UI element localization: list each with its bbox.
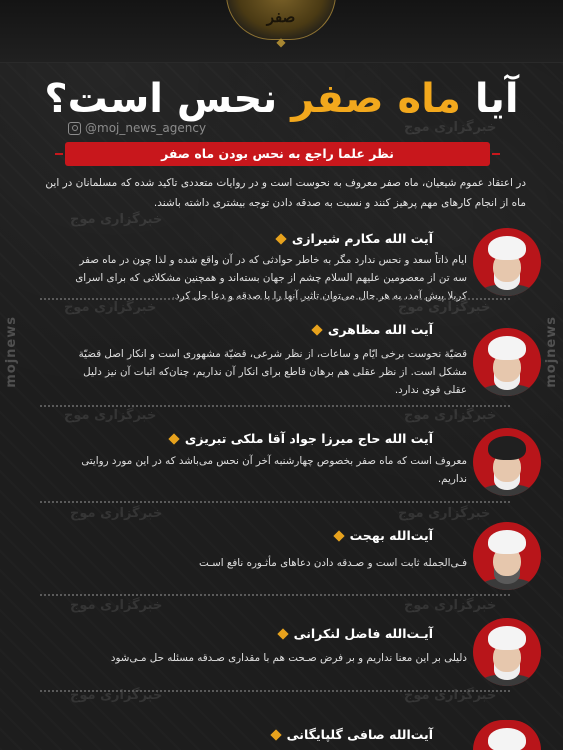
scholar-name-text: آیت‌الله بهجت: [349, 528, 433, 543]
scholar-name: [335, 528, 433, 543]
intro-paragraph: در اعتقاد عموم شیعیان، ماه صفر معروف به نحوست است و در روایات متعددی تاکید شده که مسلمانان در این ماه از انجام کارهای مهم پرهیز کنند و نسبت به صدقه دادن توجه بیشتری داشته باشند.: [45, 177, 526, 209]
watermark: خبرگزاری موج: [398, 300, 491, 315]
scholar-name: [279, 626, 433, 641]
watermark: خبرگزاری موج: [404, 408, 497, 423]
watermark: خبرگزاری موج: [70, 598, 163, 613]
top-banner: [0, 0, 563, 63]
watermark: خبرگزاری موج: [70, 688, 163, 703]
scholar-quote: معروف است که ماه صفر بخصوص چهارشنبه آخر آن نحس می‌باشد که در این مورد روایتی نداریم.: [81, 455, 467, 485]
title-part1: آیا: [474, 76, 519, 122]
diamond-bullet-icon: [275, 233, 286, 244]
side-watermark-right: mojnews: [544, 316, 559, 388]
diamond-bullet-icon: [270, 729, 281, 740]
social-handle: [68, 121, 206, 135]
scholar-portrait: [473, 522, 541, 590]
dotted-divider: [40, 690, 510, 692]
scholar-quote: فـی‌الجمله ثابت است و صـدقه دادن دعاهای مأثـوره نافع اسـت: [199, 557, 467, 569]
scholar-name: [277, 231, 433, 246]
scholar-portrait: [473, 428, 541, 496]
subtitle-banner: نظر علما راجع به نحس بودن ماه صفر: [65, 142, 490, 166]
side-watermark-left: mojnews: [4, 316, 19, 388]
scholar-portrait: [473, 328, 541, 396]
scholar-quote: دلیلی بر این معنا نداریم و بر فرض صـحت هم با مقداری صـدقه مسئله حل مـی‌شود: [110, 652, 467, 664]
watermark: خبرگزاری موج: [404, 598, 497, 613]
watermark: خبرگزاری موج: [70, 212, 163, 227]
diamond-bullet-icon: [277, 628, 288, 639]
calligraphy-text: صفر: [266, 8, 296, 26]
scholar-name: [272, 727, 433, 742]
scholar-name: [313, 322, 433, 337]
dotted-divider: [40, 594, 510, 596]
watermark: خبرگزاری موج: [404, 688, 497, 703]
scholar-name-text: آیت الله مظاهری: [327, 322, 433, 337]
scholar-quote: قضیّة نحوست برخی ایّام و ساعات، از نظر شرعی، قضیّة مشهوری است و انکار اصل قضیّة مشکل است. از نظر عقلی هم برهان قاطع برای انکار آن نداریم، چنان‌که اثبات آن نیز دلیل عقلی قوی ندارد.: [78, 348, 467, 396]
diamond-bullet-icon: [333, 530, 344, 541]
diamond-bullet-icon: [311, 324, 322, 335]
watermark: خبرگزاری موج: [64, 408, 157, 423]
instagram-icon: [68, 122, 81, 135]
watermark: خبرگزاری موج: [70, 506, 163, 521]
scholar-name-text: آیت الله مکارم شیرازی: [291, 231, 433, 246]
scholar-portrait: [473, 228, 541, 296]
scholar-quote: ایام ذاتاً سعد و نحس ندارد مگر به خاطر حوادثی که در آن واقع شده و لذا چون در ماه صفر سه تن از معصومین علیهم السلام چشم از جهان بسته‌اند و همچنین مشکلاتی که برای اسرای کربلا پیش آمد، به هر حال می‌توان تاثیر آنها را با صدقه و دعا حل کرد.: [75, 254, 467, 302]
watermark: خبرگزاری موج: [404, 120, 497, 135]
watermark: خبرگزاری موج: [64, 300, 157, 315]
dotted-divider: [40, 501, 510, 503]
dotted-divider: [40, 405, 510, 407]
page-title: [0, 76, 563, 122]
ornament-icon: ◆: [276, 35, 286, 49]
diamond-bullet-icon: [168, 433, 179, 444]
dotted-divider: [40, 298, 510, 300]
scholar-portrait: [473, 618, 541, 686]
title-part2: نحس است؟: [44, 76, 278, 122]
scholar-name-text: آیت‌الله صافی گلپایگانی: [286, 727, 433, 742]
scholar-name: [170, 431, 433, 446]
social-handle-text: @moj_news_agency: [85, 121, 207, 135]
watermark: خبرگزاری موج: [398, 506, 491, 521]
title-accent: ماه صفر: [291, 76, 461, 122]
safar-calligraphy-logo: [226, 0, 336, 49]
scholar-name-text: آیـت‌الله فاضل لنکرانی: [293, 626, 433, 641]
scholar-name-text: آیت الله حاج میرزا جواد آقا ملکی تبریزی: [184, 431, 433, 446]
